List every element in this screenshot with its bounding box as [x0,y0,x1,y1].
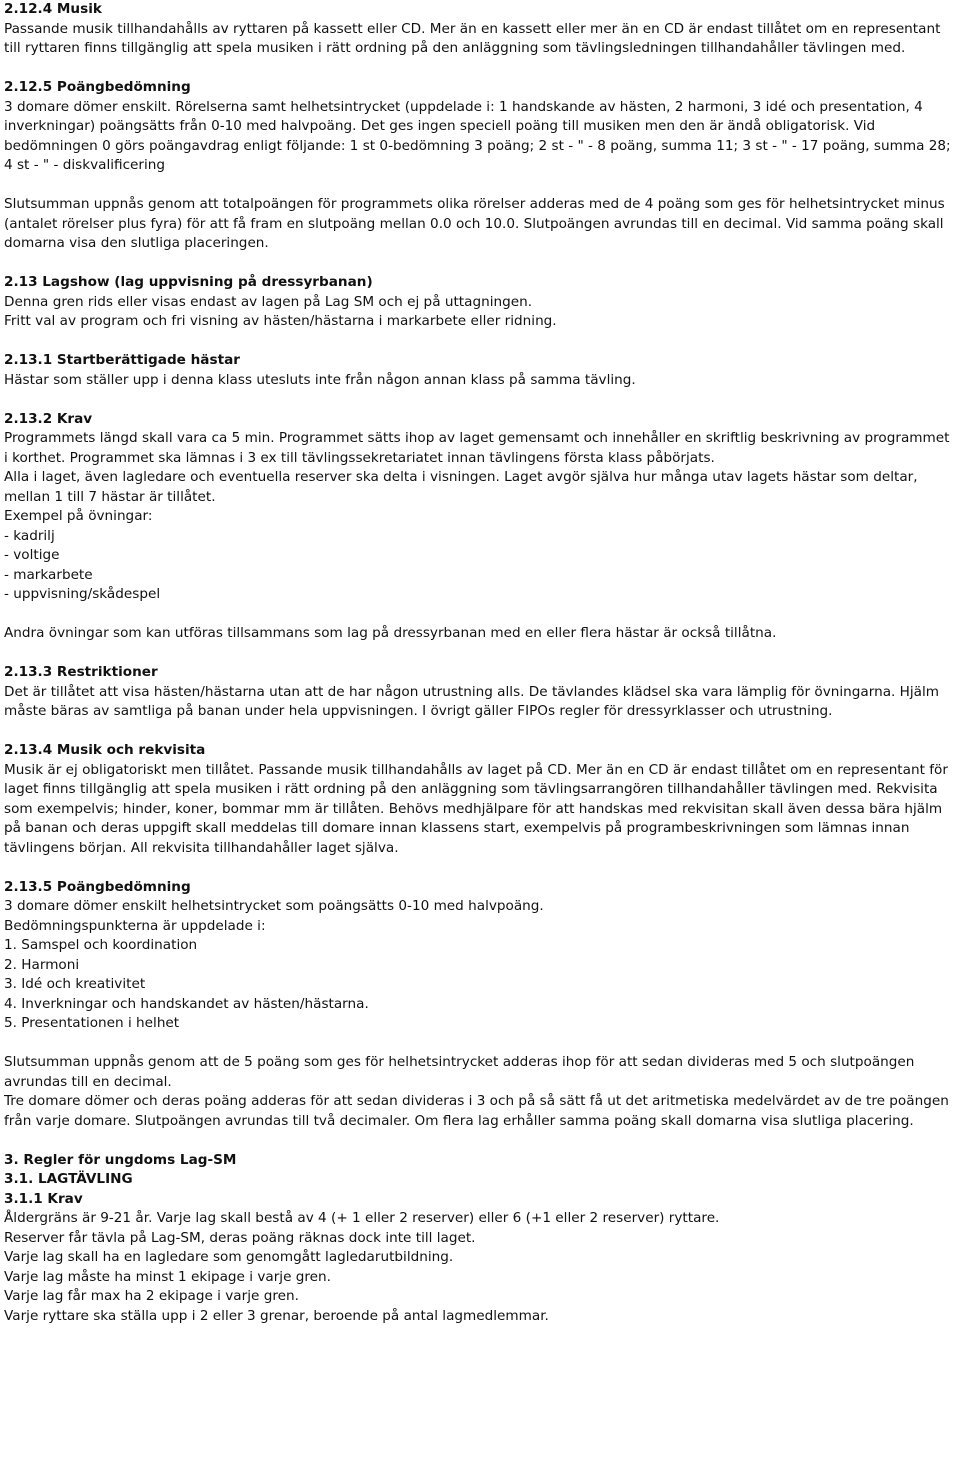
paragraph-gap [4,1131,956,1151]
body-text: Reserver får tävla på Lag-SM, deras poäng räknas dock inte till laget. [4,1229,476,1246]
body-text: - voltige [4,547,60,563]
paragraph-gap [4,332,956,352]
paragraph-gap [4,858,956,878]
paragraph-gap [4,644,956,664]
section-heading: 2.13.5 Poängbedömning [4,878,191,895]
section-block [4,351,956,390]
paragraph-gap [4,254,956,274]
section-block [4,663,956,722]
body-text: Bedömningspunkterna är uppdelade i: [4,917,266,934]
body-text: Hästar som ställer upp i denna klass utesluts inte från någon annan klass på samma tävling. [4,371,636,388]
section-heading: 3. Regler för ungdoms Lag-SM [4,1151,237,1168]
paragraph-gap [4,390,956,410]
section-heading: 2.13.1 Startberättigade hästar [4,352,240,368]
body-text: Andra övningar som kan utföras tillsammans som lag på dressyrbanan med en eller flera hästar är också tillåtna. [4,625,777,641]
body-text: Musik är ej obligatoriskt men tillåtet. Passande musik tillhandahålls av laget på CD. Mer än en CD är endast tillåtet om en representant för laget finns tillgänglig att spela musiken i rätt ordning på den anläggning som tävlingsarrangören tillhandahåller tävlingen med. Rekvisita som exempelvis; hinder, koner, bommar mm är tillåten. Behövs medhjälpare för att handskas med rekvisitan skall även dessa bära hjälm på banan och deras uppgift skall meddelas till domare innan klassens start, exempelvis på programbeskrivningen som lämnas innan tävlingens början. All rekvisita tillhandahåller laget själva. [4,761,948,856]
section-block [4,273,956,332]
section-block [4,624,956,644]
body-text: Slutsumman uppnås genom att de 5 poäng som ges för helhetsintrycket adderas ihop för att sedan divideras med 5 och slutpoängen avrundas till en decimal. [4,1054,915,1090]
body-text: Passande musik tillhandahålls av ryttaren på kassett eller CD. Mer än en kassett eller mer än en CD är endast tillåtet om en representant till ryttaren finns tillgänglig att spela musiken i rätt ordning på den anläggning som tävlingsledningen tillhandahåller tävlingen med. [4,20,941,56]
body-text: Varje lag får max ha 2 ekipage i varje gren. [4,1288,299,1304]
section-heading: 2.13.3 Restriktioner [4,664,158,680]
body-text: Varje ryttare ska ställa upp i 2 eller 3 grenar, beroende på antal lagmedlemmar. [4,1307,549,1324]
body-text: Denna gren rids eller visas endast av lagen på Lag SM och ej på uttagningen. [4,293,533,310]
section-block [4,0,956,59]
body-text: Det är tillåtet att visa hästen/hästarna utan att de har någon utrustning alls. De tävlandes klädsel ska vara lämplig för övningarna. Hjälm måste bäras av samtliga på banan under hela uppvisningen. I övrigt gäller FIPOs regler för dressyrklasser och utrustning. [4,683,940,719]
section-heading: 2.13 Lagshow (lag uppvisning på dressyrbanan) [4,274,373,290]
body-text: - markarbete [4,566,93,583]
body-text: Varje lag måste ha minst 1 ekipage i varje gren. [4,1268,331,1285]
section-heading: 3.1.1 Krav [4,1190,83,1207]
body-text: 3 domare dömer enskilt helhetsintrycket som poängsätts 0-10 med halvpoäng. [4,898,544,914]
body-text: 4. Inverkningar och handskandet av hästen/hästarna. [4,995,369,1012]
section-block [4,410,956,605]
section-heading: 2.13.2 Krav [4,410,93,427]
paragraph-gap [4,605,956,625]
section-block [4,78,956,176]
body-text: Varje lag skall ha en lagledare som genomgått lagledarutbildning. [4,1249,454,1265]
body-text: 3 domare dömer enskilt. Rörelserna samt helhetsintrycket (uppdelade i: 1 handskande av hästen, 2 harmoni, 3 idé och presentation, 4 inverkningar) poängsätts från 0-10 med halvpoäng. Det ges ingen speciell poäng till musiken men den är ändå obligatorisk. Vid bedömningen 0 görs poängavdrag enligt följande: 1 st 0-bedömning 3 poäng; 2 st - " - 8 poäng, summa 11; 3 st - " - 17 poäng, summa 28; 4 st - " - diskvalificering [4,98,951,173]
body-text: Exempel på övningar: [4,508,153,524]
body-text: 2. Harmoni [4,956,80,973]
body-text: Programmets längd skall vara ca 5 min. Programmet sätts ihop av laget gemensamt och innehåller en skriftlig beskrivning av programmet i korthet. Programmet ska lämnas i 3 ex till tävlingssekretariatet innan tävlingens första klass påbörjats. [4,430,950,466]
section-heading: 2.12.4 Musik [4,1,102,17]
body-text: Alla i laget, även lagledare och eventuella reserver ska delta i visningen. Laget avgör själva hur många utav lagets hästar som deltar, mellan 1 till 7 hästar är tillåtet. [4,469,918,505]
section-block [4,741,956,858]
section-heading: 2.12.5 Poängbedömning [4,79,191,95]
paragraph-gap [4,1034,956,1054]
paragraph-gap [4,176,956,196]
paragraph-gap [4,722,956,742]
body-text: 1. Samspel och koordination [4,937,198,953]
paragraph-gap [4,59,956,79]
section-block [4,195,956,254]
body-text: - uppvisning/skådespel [4,586,161,602]
body-text: Åldergräns är 9-21 år. Varje lag skall bestå av 4 (+ 1 eller 2 reserver) eller 6 (+1 eller 2 reserver) ryttare. [4,1210,720,1226]
section-block [4,878,956,1034]
body-text: 5. Presentationen i helhet [4,1015,180,1031]
body-text: - kadrilj [4,527,55,544]
body-text: 3. Idé och kreativitet [4,976,146,992]
body-text: Tre domare dömer och deras poäng adderas för att sedan divideras i 3 och på så sätt få ut det aritmetiska medelvärdet av de tre poängen från varje domare. Slutpoängen avrundas till två decimaler. Om flera lag erhåller samma poäng skall domarna visa slutliga placering. [4,1093,949,1129]
body-text: Slutsumman uppnås genom att totalpoängen för programmets olika rörelser adderas med de 4 poäng som ges för helhetsintrycket minus (antalet rörelser plus fyra) för att få fram en slutpoäng mellan 0.0 och 10.0. Slutpoängen avrundas till en decimal. Vid samma poäng skall domarna visa den slutliga placeringen. [4,196,945,251]
section-heading: 2.13.4 Musik och rekvisita [4,742,206,758]
section-block [4,1053,956,1131]
body-text: Fritt val av program och fri visning av hästen/hästarna i markarbete eller ridning. [4,313,557,329]
section-heading: 3.1. LAGTÄVLING [4,1171,133,1187]
section-block [4,1151,956,1327]
